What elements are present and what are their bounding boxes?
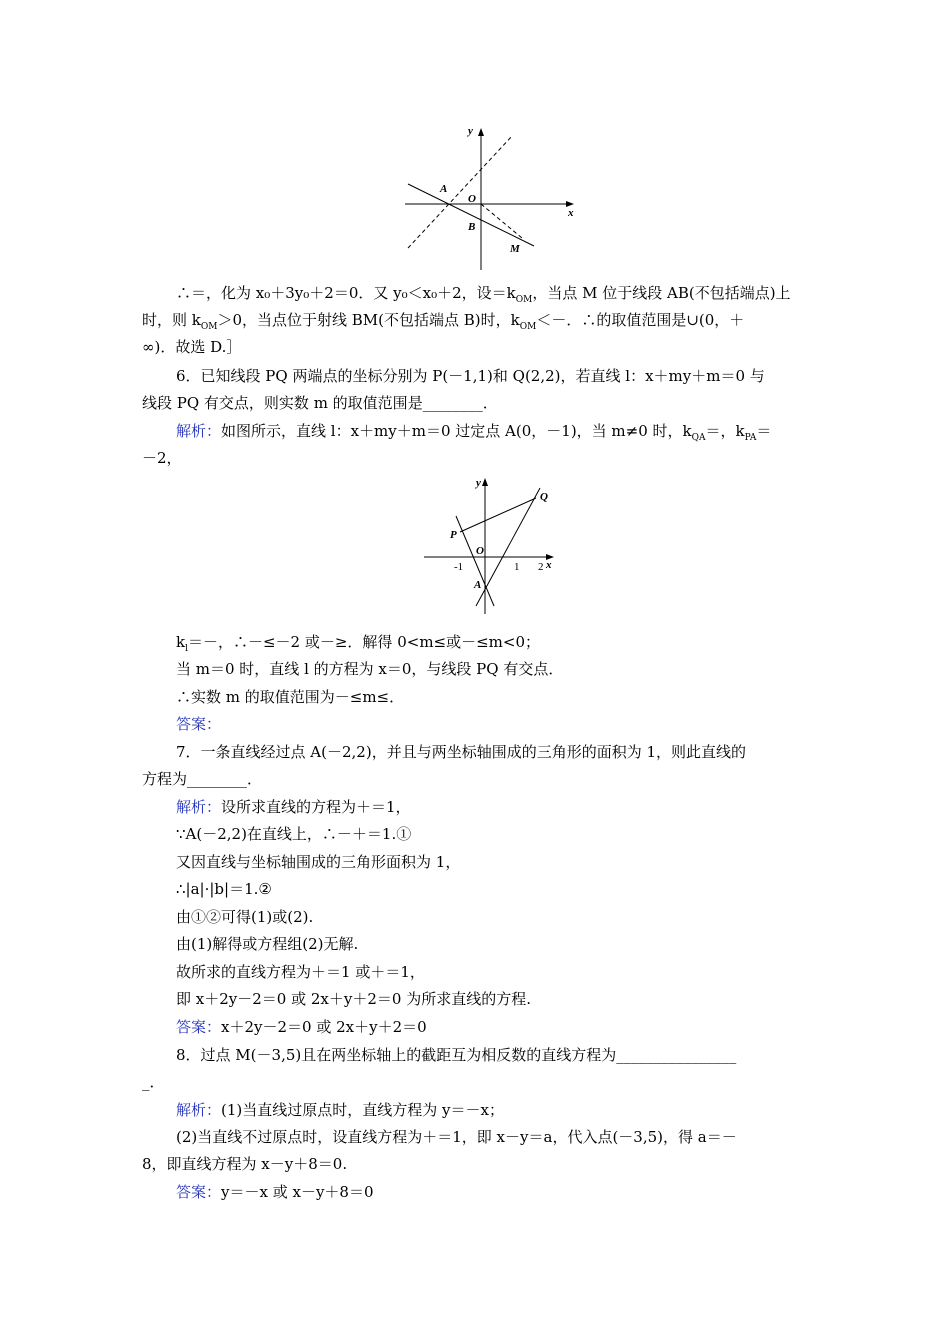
solution-7: 解析：设所求直线的方程为＋＝1， bbox=[176, 798, 411, 816]
tick-1: 1 bbox=[514, 561, 520, 573]
text-line: ∴|a|·|b|＝1.② bbox=[176, 880, 272, 898]
solution-8: 解析：(1)当直线过原点时，直线方程为 y＝－x； bbox=[176, 1101, 504, 1119]
figure-2-graph bbox=[420, 474, 580, 620]
text-line: 由①②可得(1)或(2). bbox=[176, 908, 314, 926]
text-line: －2， bbox=[142, 449, 182, 467]
text-line: 故所求的直线方程为＋＝1 或＋＝1， bbox=[176, 963, 425, 981]
question-8: 8．过点 M(－3,5)且在两坐标轴上的截距互为相反数的直线方程为________________ bbox=[176, 1046, 737, 1064]
tick-2: 2 bbox=[538, 561, 544, 573]
label-y: y bbox=[476, 477, 481, 489]
text-line: 方程为________． bbox=[142, 770, 263, 788]
y-axis-arrow bbox=[478, 128, 484, 136]
label-o: O bbox=[468, 193, 476, 205]
label-q: Q bbox=[540, 491, 548, 503]
answer-8: 答案：y＝－x 或 x－y＋8＝0 bbox=[176, 1183, 374, 1201]
dashed-line-om bbox=[481, 204, 522, 238]
label-b: B bbox=[468, 221, 476, 233]
answer-label: 答案： bbox=[176, 1183, 222, 1201]
answer-label: 答案： bbox=[176, 1018, 222, 1036]
segment-pq bbox=[460, 498, 536, 532]
label-p: P bbox=[450, 529, 457, 541]
label-m: M bbox=[510, 243, 520, 255]
y-axis-arrow bbox=[482, 478, 488, 486]
label-a: A bbox=[474, 579, 482, 591]
text-line: $k_l=-$，∴－≤－2 或－≥．解得 0<m≤或－≤m<0； bbox=[176, 633, 541, 654]
text-line: 即 x＋2y－2＝0 或 2x＋y＋2＝0 为所求直线的方程. bbox=[176, 990, 531, 1008]
answer-label: 答案： bbox=[176, 715, 222, 733]
tick-neg1: -1 bbox=[454, 561, 464, 573]
figure-1-svg bbox=[400, 120, 590, 280]
text-line: 时，则 $k_{OM}>0$，当点位于射线 BM(不包括端点 B)时，$k_{OM}<-$．∴的取值范围是∪(0，＋ bbox=[142, 311, 745, 332]
label-a: A bbox=[440, 183, 448, 195]
solution-label: 解析： bbox=[176, 422, 222, 440]
answer-7: 答案：x＋2y－2＝0 或 2x＋y＋2＝0 bbox=[176, 1018, 427, 1036]
text-line: 8，即直线方程为 x－y＋8＝0. bbox=[142, 1155, 348, 1173]
text-line: 又因直线与坐标轴围成的三角形面积为 1， bbox=[176, 853, 461, 871]
label-y: y bbox=[468, 125, 473, 137]
text-line: ∴实数 m 的取值范围为－≤m≤． bbox=[176, 688, 405, 706]
text-line: ∞)．故选 D.］ bbox=[142, 338, 242, 356]
question-6: 6．已知线段 PQ 两端点的坐标分别为 P(－1,1)和 Q(2,2)，若直线 l：x＋my＋m＝0 与 bbox=[176, 367, 765, 385]
text-line: _． bbox=[142, 1073, 165, 1091]
label-o: O bbox=[476, 545, 484, 557]
figure-2-svg bbox=[420, 474, 580, 620]
text-line: ∴＝，化为 x₀＋3y₀＋2＝0．又 y₀＜x₀＋2，设$=k_{OM}$，当点 M 位于线段 AB(不包括端点)上 bbox=[176, 284, 791, 305]
solution-label: 解析： bbox=[176, 798, 222, 816]
solution-label: 解析： bbox=[176, 1101, 222, 1119]
figure-1-graph bbox=[400, 120, 590, 280]
label-x: x bbox=[546, 559, 552, 571]
solution-6: 解析：如图所示，直线 l：x＋my＋m＝0 过定点 A(0，－1)，当 m≠0 时，$k_{QA}=$，$k_{PA}=$ bbox=[176, 422, 772, 443]
question-7: 7．一条直线经过点 A(－2,2)，并且与两坐标轴围成的三角形的面积为 1，则此直线的 bbox=[176, 743, 747, 761]
text-line: 当 m＝0 时，直线 l 的方程为 x＝0，与线段 PQ 有交点． bbox=[176, 660, 564, 678]
text-line: (2)当直线不过原点时，设直线方程为＋＝1，即 x－y＝a，代入点(－3,5)，得 a＝－ bbox=[176, 1128, 737, 1146]
label-x: x bbox=[568, 207, 574, 219]
line-aq bbox=[476, 488, 540, 606]
text-line: ∵A(－2,2)在直线上，∴－＋＝1.① bbox=[176, 825, 412, 843]
text-line: 由(1)解得或方程组(2)无解. bbox=[176, 935, 359, 953]
text-line: 线段 PQ 有交点，则实数 m 的取值范围是________． bbox=[142, 394, 498, 412]
